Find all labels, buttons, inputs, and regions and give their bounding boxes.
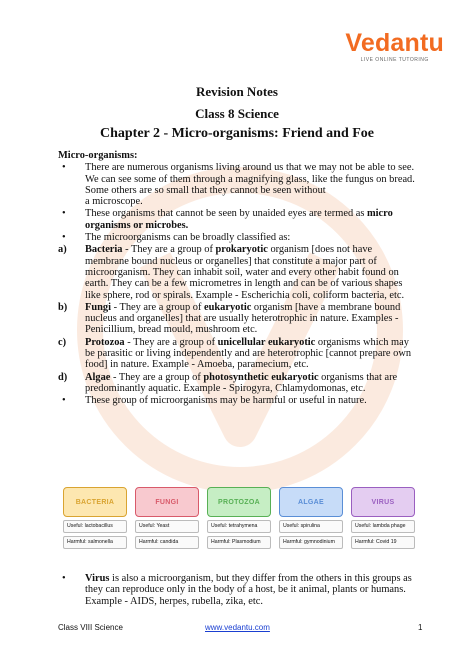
bullet-item bbox=[58, 232, 418, 243]
item-keyword: prokaryotic bbox=[215, 244, 268, 256]
microorganism-diagram bbox=[63, 487, 413, 562]
diagram-column-protozoa bbox=[207, 487, 271, 549]
diagram-column-algae bbox=[279, 487, 343, 549]
useful-example: Useful: tetrahymena bbox=[207, 520, 271, 533]
item-letter: a) bbox=[58, 244, 67, 256]
bullet-bold-text: micro organisms or microbes. bbox=[85, 208, 393, 231]
vedantu-logo[interactable] bbox=[345, 30, 444, 63]
main-content bbox=[58, 150, 418, 407]
page-title: Revision Notes bbox=[196, 84, 278, 99]
item-name: Protozoa bbox=[85, 336, 125, 348]
useful-example: Useful: spirulina bbox=[279, 520, 343, 533]
item-keyword: unicellular eukaryotic bbox=[217, 336, 316, 348]
category-box: FUNGI bbox=[135, 487, 199, 517]
bullet-item bbox=[58, 395, 418, 406]
harmful-example: Harmful: candida bbox=[135, 536, 199, 549]
useful-example: Useful: Yeast bbox=[135, 520, 199, 533]
item-name: Algae bbox=[85, 371, 111, 383]
bullet-marker: • bbox=[62, 573, 66, 584]
class-item-bacteria bbox=[58, 244, 418, 300]
item-keyword: photosynthetic eukaryotic bbox=[203, 371, 319, 383]
logo-tagline: LIVE ONLINE TUTORING bbox=[360, 57, 429, 63]
category-box: BACTERIA bbox=[63, 487, 127, 517]
item-text: - They are a group of bbox=[122, 244, 216, 256]
bullet-item bbox=[58, 162, 418, 207]
item-name: Fungi bbox=[85, 301, 111, 313]
item-name: Bacteria bbox=[85, 244, 123, 256]
footer-class-label: Class VIII Science bbox=[58, 623, 123, 632]
item-text: - They are a group of bbox=[111, 301, 204, 313]
diagram-column-fungi bbox=[135, 487, 199, 549]
bullet-text: is also a microorganism, but they differ from the others in this groups as they can reproduce only in the body of a host, be it animal, plants or humans. Example - AIDS, herpes, rubella, zika, etc. bbox=[85, 573, 412, 607]
item-text: organisms that are predominantly aquatic. Example - Spirogyra, Chlamydomonas, etc. bbox=[85, 371, 398, 394]
class-item-fungi bbox=[58, 302, 418, 336]
class-item-protozoa bbox=[58, 337, 418, 371]
bullet-item bbox=[58, 208, 418, 231]
item-text: organisms which may be parasitic or living independently and are heterotrophic [cannot prepare own food] in nature. Example - Amoeba, paramecium, etc. bbox=[85, 336, 412, 371]
chapter-title: Chapter 2 - Micro-organisms: Friend and Foe bbox=[99, 126, 374, 141]
section-title: Micro-organisms: bbox=[58, 150, 138, 161]
item-name: Virus bbox=[85, 573, 110, 584]
bullet-marker: • bbox=[62, 232, 66, 244]
item-text: - They are a group of bbox=[124, 336, 218, 348]
item-letter: d) bbox=[58, 371, 68, 383]
class-item-algae bbox=[58, 372, 418, 395]
item-keyword: eukaryotic bbox=[204, 301, 252, 313]
useful-example: Useful: lambda phage bbox=[351, 520, 415, 533]
class-title: Class 8 Science bbox=[195, 106, 279, 121]
category-box: VIRUS bbox=[351, 487, 415, 517]
footer-website-link[interactable]: www.vedantu.com bbox=[205, 623, 270, 632]
item-letter: b) bbox=[58, 301, 68, 313]
harmful-example: Harmful: Covid 19 bbox=[351, 536, 415, 549]
item-letter: c) bbox=[58, 336, 67, 348]
bullet-marker: • bbox=[62, 395, 66, 407]
category-box: PROTOZOA bbox=[207, 487, 271, 517]
category-box: ALGAE bbox=[279, 487, 343, 517]
bullet-marker: • bbox=[62, 208, 66, 220]
logo-name: Vedantu bbox=[345, 29, 444, 57]
bullet-marker: • bbox=[62, 162, 66, 174]
item-text: organism [does not have membrane bound nucleus or organelles] that constitute a major part of microorganism. They can inhabit soil, water and every other habit found on earth. They can be a few micrometres in length and can be of various shapes like sphere, rod or spirals. Example - Escherichia coli, coliform bacteria, etc. bbox=[85, 244, 405, 301]
diagram-column-virus bbox=[351, 487, 415, 549]
diagram-column-bacteria bbox=[63, 487, 127, 549]
bullet-text: The microorganisms can be broadly classified as: bbox=[85, 232, 291, 244]
bullet-text: There are numerous organisms living around us that we may not be able to see. We can see some of them through a magnifying glass, like the fungus on bread. Some others are so small that they cannot be seen without a microscope. bbox=[85, 162, 415, 208]
bullet-text: These group of microorganisms may be harmful or useful in nature. bbox=[85, 395, 367, 407]
harmful-example: Harmful: gymnodinium bbox=[279, 536, 343, 549]
item-text: organism [have a membrane bound nucleus and organelles] that are usually heterotrophic in nature. Examples - Penicillium, bread mould, mushroom etc. bbox=[85, 301, 401, 336]
bullet-item bbox=[58, 573, 418, 607]
useful-example: Useful: lactobacillus bbox=[63, 520, 127, 533]
item-text: - They are a group of bbox=[110, 371, 204, 383]
virus-bullet bbox=[58, 572, 418, 607]
harmful-example: Harmful: Plasmodium bbox=[207, 536, 271, 549]
page-number: 1 bbox=[418, 623, 423, 632]
bullet-text: These organisms that cannot be seen by unaided eyes are termed as bbox=[85, 208, 367, 220]
harmful-example: Harmful: salmonella bbox=[63, 536, 127, 549]
